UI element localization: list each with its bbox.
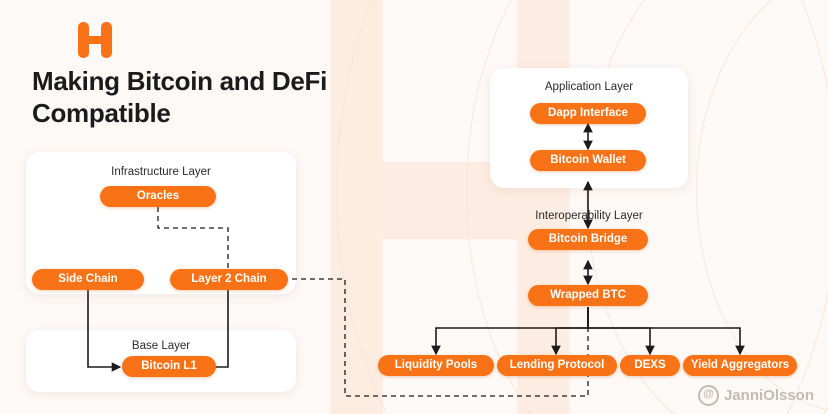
edge-wrappedbtc-lendingprotocol bbox=[556, 307, 588, 354]
edge-wrappedbtc-liquiditypools bbox=[436, 307, 588, 354]
node-bitcoin-l1[interactable]: Bitcoin L1 bbox=[122, 356, 216, 377]
node-dapp-interface[interactable]: Dapp Interface bbox=[530, 103, 646, 124]
edge-wrappedbtc-dexs bbox=[588, 307, 650, 354]
node-liquidity-pools[interactable]: Liquidity Pools bbox=[378, 355, 494, 376]
author-watermark bbox=[698, 385, 814, 406]
node-wrapped-btc[interactable]: Wrapped BTC bbox=[528, 285, 648, 306]
at-icon: @ bbox=[698, 385, 719, 406]
page-title: Making Bitcoin and DeFi Compatible bbox=[32, 66, 328, 128]
edge-oracles-layer2 bbox=[158, 207, 228, 268]
node-lending-protocol[interactable]: Lending Protocol bbox=[497, 355, 617, 376]
author-handle: JanniOlsson bbox=[723, 387, 814, 404]
group-title-application: Application Layer bbox=[544, 81, 634, 93]
group-title-infrastructure: Infrastructure Layer bbox=[111, 166, 211, 178]
node-yield-aggregators[interactable]: Yield Aggregators bbox=[683, 355, 797, 376]
node-bitcoin-bridge[interactable]: Bitcoin Bridge bbox=[528, 229, 648, 250]
node-side-chain[interactable]: Side Chain bbox=[32, 269, 144, 290]
node-layer-2-chain[interactable]: Layer 2 Chain bbox=[170, 269, 288, 290]
edge-wrappedbtc-yieldaggregators bbox=[588, 307, 740, 354]
edge-sidechain-bitcoinl1 bbox=[88, 290, 120, 367]
group-title-base: Base Layer bbox=[131, 340, 191, 352]
group-title-interoperability: Interoperability Layer bbox=[535, 210, 643, 222]
node-bitcoin-wallet[interactable]: Bitcoin Wallet bbox=[530, 150, 646, 171]
node-dexs[interactable]: DEXS bbox=[620, 355, 680, 376]
node-oracles[interactable]: Oracles bbox=[100, 186, 216, 207]
